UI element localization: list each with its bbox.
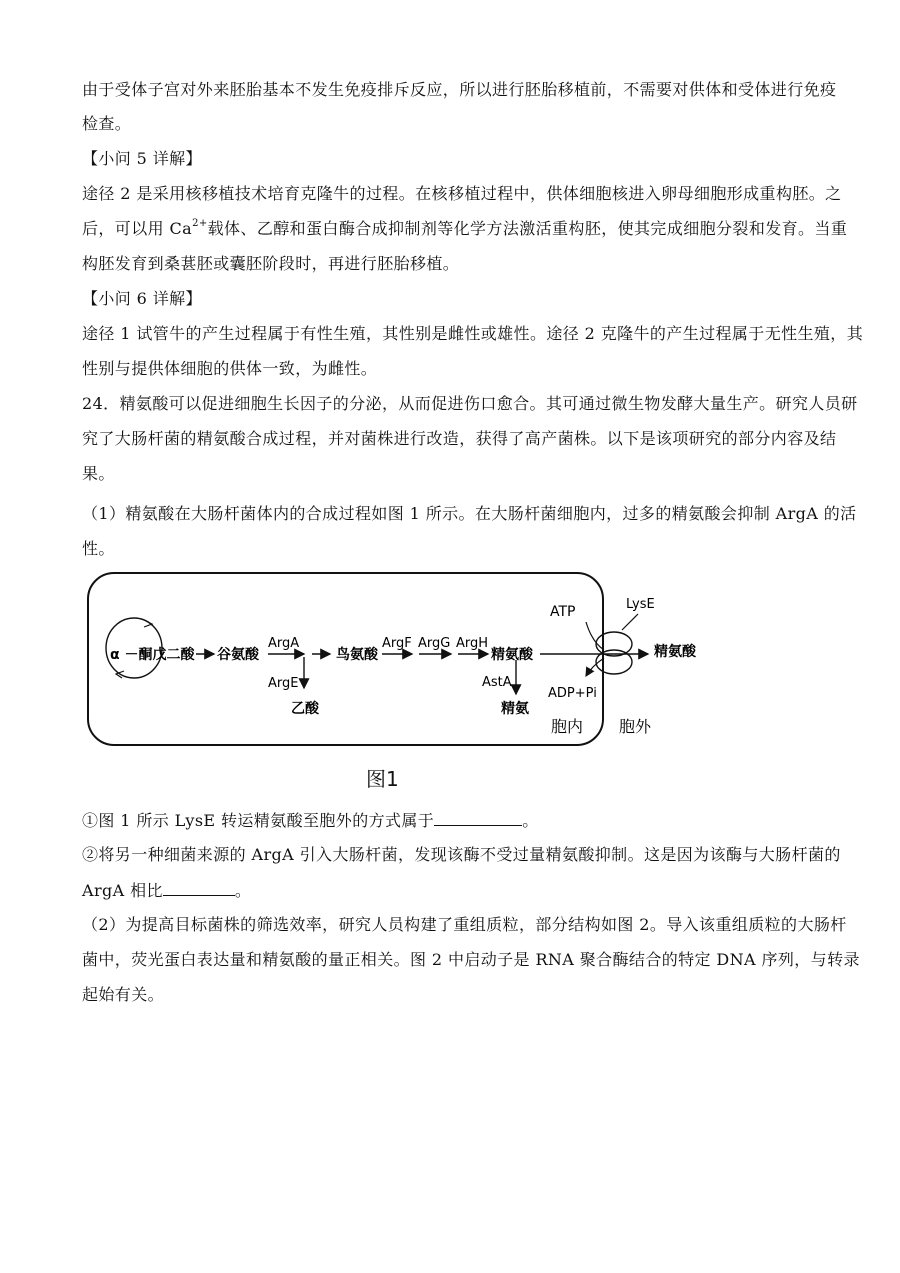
label-argf: ArgF bbox=[382, 636, 412, 651]
answer-blank[interactable] bbox=[434, 810, 522, 826]
label-outside: 胞外 bbox=[619, 717, 652, 736]
label-alpha-ketoglutarate: α －酮戊二酸 bbox=[110, 647, 195, 663]
text-line: 检查。 bbox=[82, 114, 132, 133]
label-glutamate: 谷氨酸 bbox=[217, 647, 259, 663]
label-argh: ArgH bbox=[456, 636, 489, 651]
figure-1-caption: 图1 bbox=[366, 767, 399, 791]
text-line: 性别与提供体细胞的供体一致，为雌性。 bbox=[82, 359, 378, 378]
question-24: 24．精氨酸可以促进细胞生长因子的分泌，从而促进伤口愈合。其可通过微生物发酵大量生产。研究人员研 bbox=[82, 394, 858, 413]
adp-arrow bbox=[586, 658, 604, 676]
question-24-2: （2）为提高目标菌株的筛选效率，研究人员构建了重组质粒，部分结构如图 2。导入该重组质粒的大肠杆 bbox=[82, 915, 847, 934]
text-line bbox=[82, 880, 251, 901]
text-line: 菌中，荧光蛋白表达量和精氨酸的量正相关。图 2 中启动子是 RNA 聚合酶结合的特定 DNA 序列，与转录 bbox=[82, 950, 860, 969]
label-agmatine: 精氨 bbox=[501, 701, 529, 717]
label-arginine-inside: 精氨酸 bbox=[491, 647, 533, 663]
text-line: 由于受体子宫对外来胚胎基本不发生免疫排斥反应，所以进行胚胎移植前，不需要对供体和受体进行免疫 bbox=[82, 80, 837, 99]
cycle-arrowhead bbox=[144, 620, 152, 627]
question-24-1: （1）精氨酸在大肠杆菌体内的合成过程如图 1 所示。在大肠杆菌细胞内，过多的精氨酸会抑制 ArgA 的活 bbox=[82, 504, 857, 523]
sub-question-2: ②将另一种细菌来源的 ArgA 引入大肠杆菌，发现该酶不受过量精氨酸抑制。这是因为该酶与大肠杆菌的 bbox=[82, 845, 841, 864]
label-asta: AstA bbox=[482, 675, 512, 690]
label-inside: 胞内 bbox=[551, 717, 584, 736]
text-fragment: ArgA 相比 bbox=[82, 881, 163, 900]
label-ornithine: 鸟氨酸 bbox=[336, 647, 378, 663]
answer-blank[interactable] bbox=[163, 880, 235, 896]
text-line: 途径 1 试管牛的产生过程属于有性生殖，其性别是雌性或雄性。途径 2 克隆牛的产生过程属于无性生殖，其 bbox=[82, 324, 864, 343]
superscript: 2+ bbox=[192, 217, 208, 229]
label-arginine-outside: 精氨酸 bbox=[654, 644, 696, 660]
lyse-pointer bbox=[622, 614, 638, 630]
lyse-transporter-upper bbox=[596, 632, 632, 656]
text-line bbox=[82, 219, 847, 239]
figure-1-pathway-diagram bbox=[86, 570, 726, 755]
text-fragment: 后，可以用 Ca bbox=[82, 219, 193, 238]
text-line: 性。 bbox=[82, 539, 115, 558]
text-fragment: 载体、乙醇和蛋白酶合成抑制剂等化学方法激活重构胚，使其完成细胞分裂和发育。当重 bbox=[207, 219, 848, 238]
text-line: 起始有关。 bbox=[82, 985, 165, 1004]
label-lyse: LysE bbox=[626, 597, 655, 612]
section-heading-6: 【小问 6 详解】 bbox=[82, 289, 202, 308]
label-argg: ArgG bbox=[418, 636, 451, 651]
label-acetate: 乙酸 bbox=[291, 701, 319, 717]
text-line: 途径 2 是采用核移植技术培育克隆牛的过程。在核移植过程中，供体细胞核进入卵母细胞形成重构胚。之 bbox=[82, 184, 842, 203]
text-fragment: 。 bbox=[234, 881, 252, 900]
section-heading-5: 【小问 5 详解】 bbox=[82, 149, 202, 168]
text-line: 构胚发育到桑葚胚或囊胚阶段时，再进行胚胎移植。 bbox=[82, 254, 460, 273]
label-arga: ArgA bbox=[268, 636, 300, 651]
text-fragment: ①图 1 所示 LysE 转运精氨酸至胞外的方式属于 bbox=[82, 811, 435, 830]
sub-question-1 bbox=[82, 810, 539, 831]
text-line: 果。 bbox=[82, 464, 115, 483]
label-arge: ArgE bbox=[268, 676, 299, 691]
text-line: 究了大肠杆菌的精氨酸合成过程，并对菌株进行改造，获得了高产菌株。以下是该项研究的部分内容及结 bbox=[82, 429, 837, 448]
text-fragment: 。 bbox=[522, 811, 539, 830]
label-adp-pi: ADP+Pi bbox=[548, 686, 597, 701]
label-atp: ATP bbox=[550, 604, 576, 620]
